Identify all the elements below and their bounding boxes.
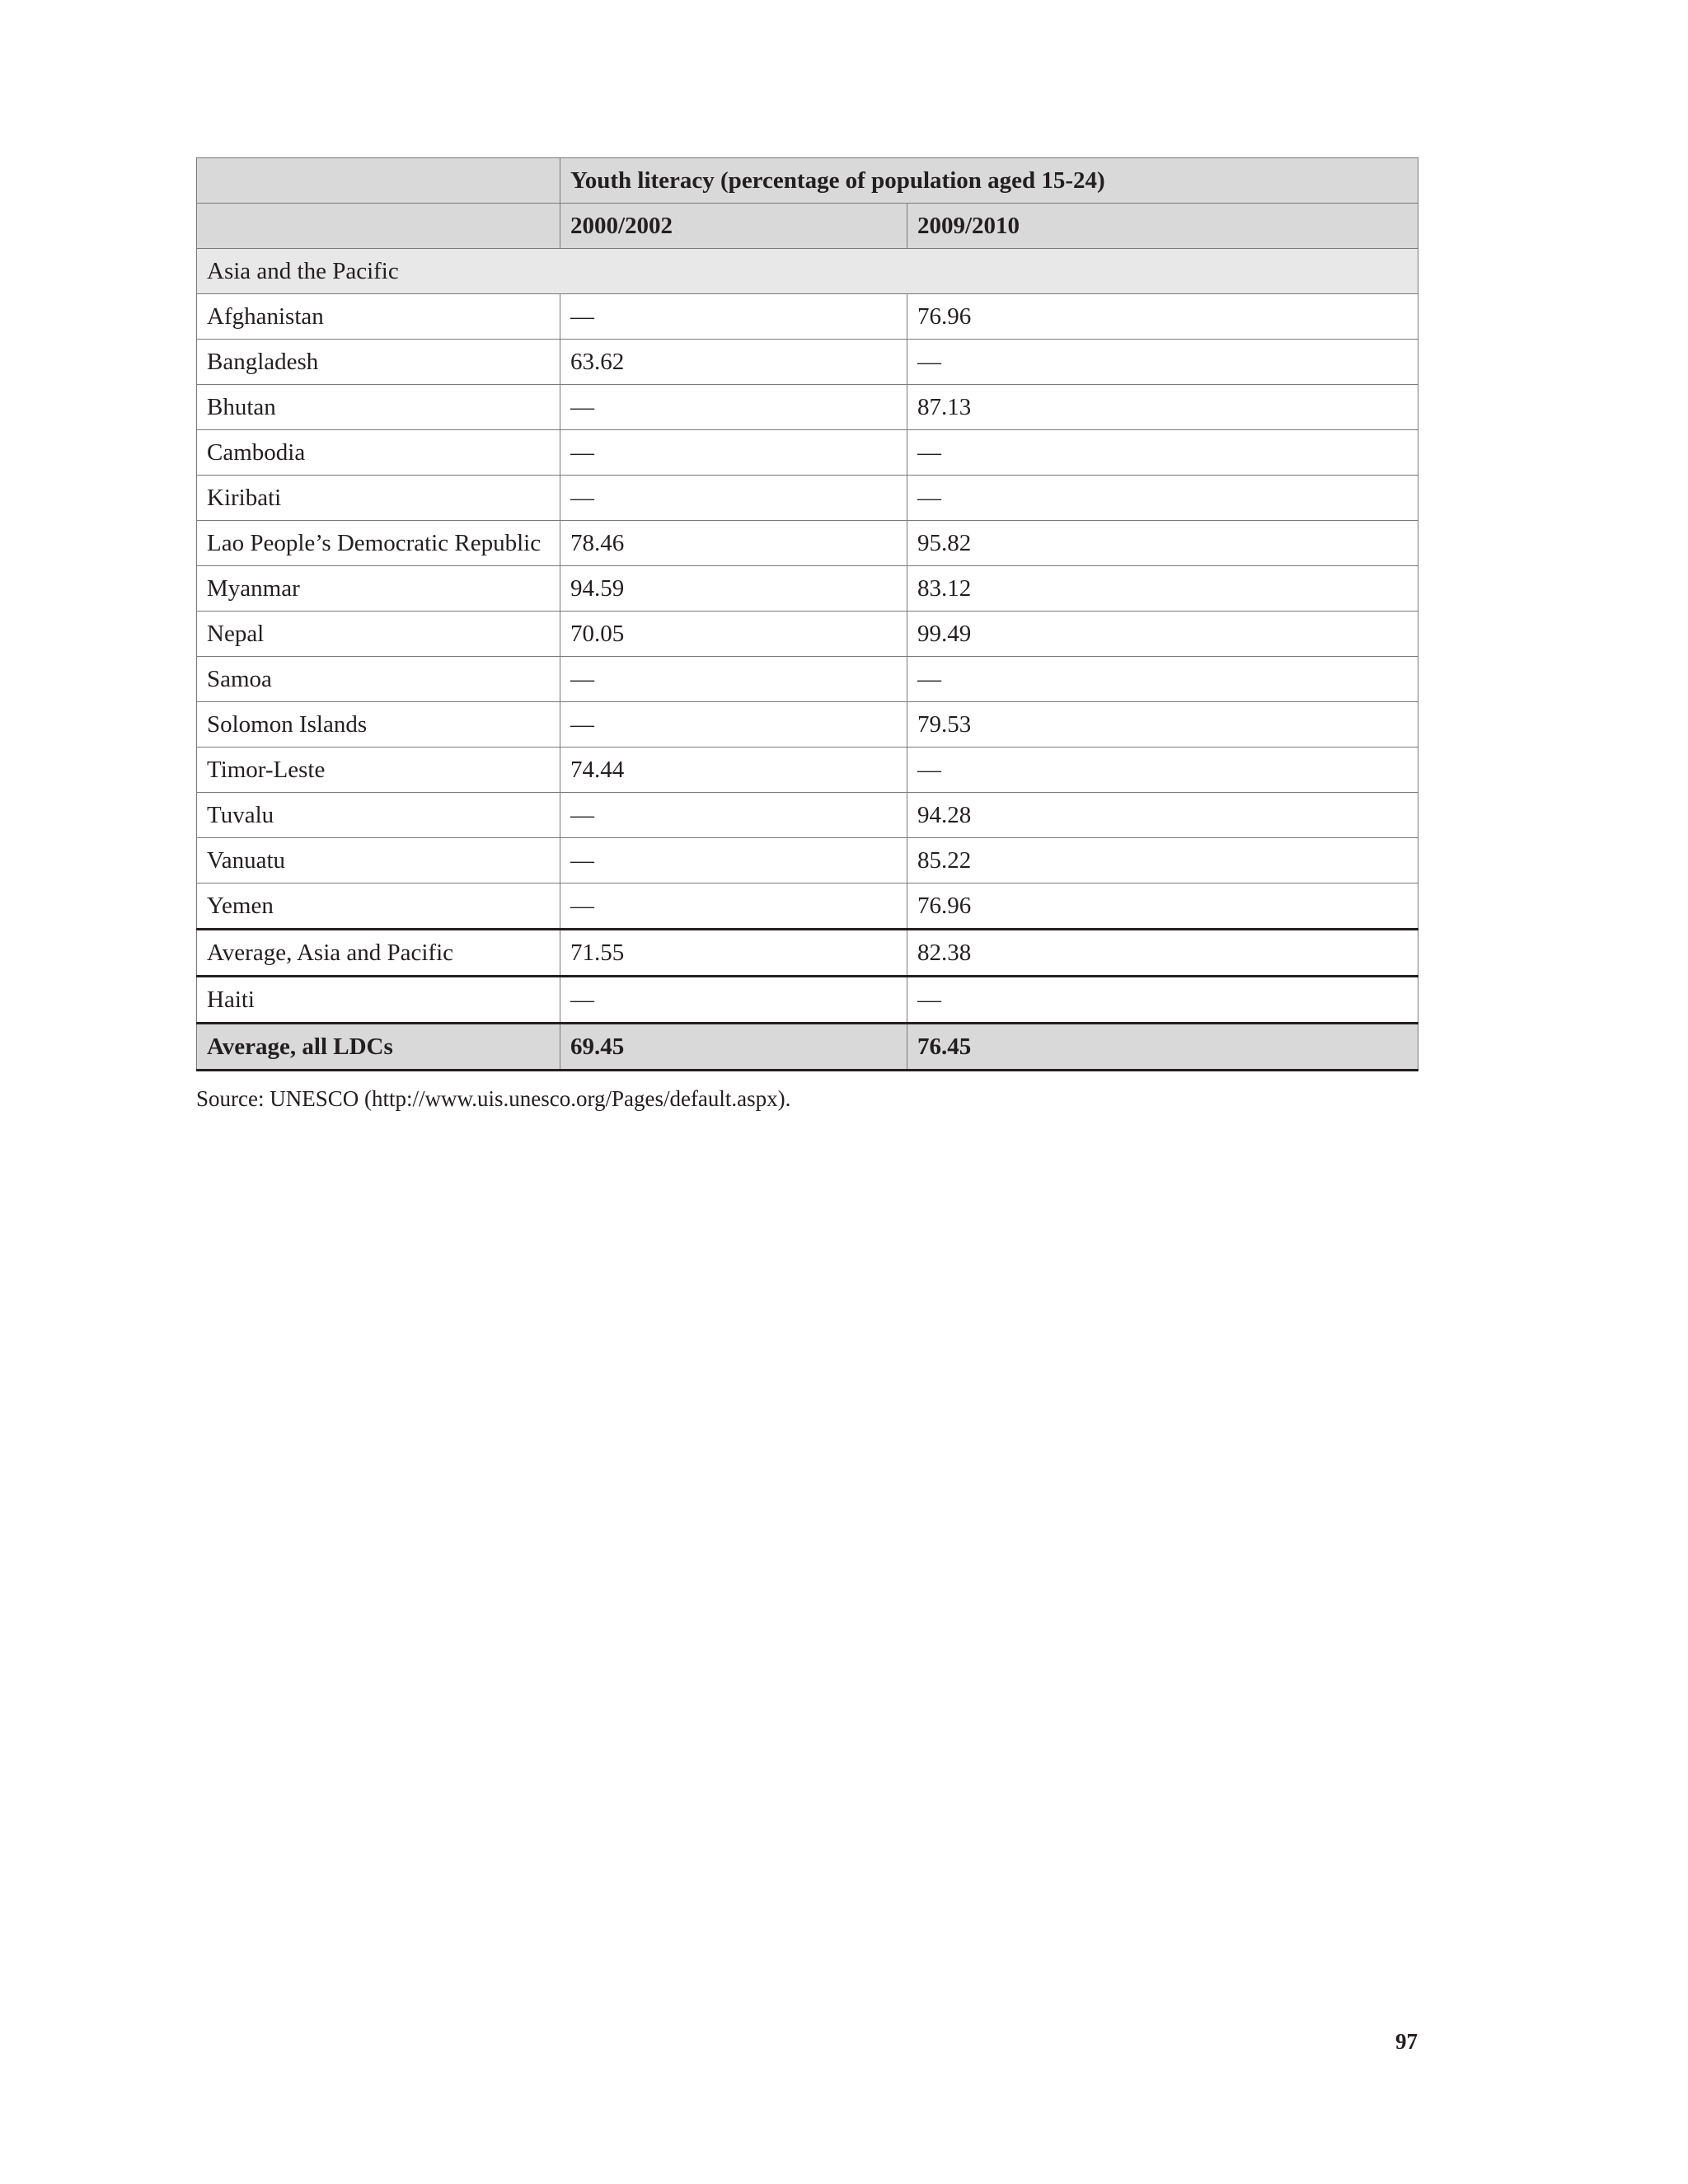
country-cell: Samoa <box>197 657 560 702</box>
country-cell: Lao People’s Democratic Republic <box>197 521 560 566</box>
country-cell: Nepal <box>197 612 560 657</box>
table-row <box>197 793 1418 838</box>
header-empty-cell <box>197 158 560 204</box>
value-2009-2010-cell: — <box>907 476 1418 521</box>
total-average-row <box>197 1024 1418 1071</box>
value-2009-2010-cell: — <box>907 340 1418 385</box>
value-2000-2002-cell: — <box>560 793 907 838</box>
value-2000-2002-cell: 78.46 <box>560 521 907 566</box>
value-2000-2002-cell: 71.55 <box>560 930 907 977</box>
value-2000-2002-cell: — <box>560 476 907 521</box>
value-2000-2002-cell: 94.59 <box>560 566 907 612</box>
source-note: Source: UNESCO (http://www.uis.unesco.org/Pages/default.aspx). <box>196 1086 791 1111</box>
literacy-table-container <box>196 157 1418 1071</box>
country-cell: Bangladesh <box>197 340 560 385</box>
value-2009-2010-cell: 94.28 <box>907 793 1418 838</box>
value-2009-2010-cell: — <box>907 430 1418 476</box>
country-cell: Tuvalu <box>197 793 560 838</box>
table-row <box>197 385 1418 430</box>
value-2000-2002-cell: — <box>560 430 907 476</box>
table-row <box>197 340 1418 385</box>
value-2000-2002-cell: — <box>560 294 907 340</box>
country-cell: Afghanistan <box>197 294 560 340</box>
value-2009-2010-cell: 76.96 <box>907 883 1418 930</box>
table-row <box>197 430 1418 476</box>
table-header <box>197 158 1418 249</box>
value-2000-2002-cell: 63.62 <box>560 340 907 385</box>
country-cell: Cambodia <box>197 430 560 476</box>
value-2000-2002-cell: — <box>560 838 907 883</box>
country-cell: Average, Asia and Pacific <box>197 930 560 977</box>
table-row <box>197 521 1418 566</box>
table-row <box>197 566 1418 612</box>
country-cell: Solomon Islands <box>197 702 560 748</box>
country-cell: Myanmar <box>197 566 560 612</box>
table-row <box>197 702 1418 748</box>
header-year-1: 2000/2002 <box>560 204 907 249</box>
table-row <box>197 883 1418 930</box>
value-2000-2002-cell: — <box>560 883 907 930</box>
country-cell: Vanuatu <box>197 838 560 883</box>
country-cell: Kiribati <box>197 476 560 521</box>
youth-literacy-table <box>196 157 1418 1071</box>
value-2009-2010-cell: 87.13 <box>907 385 1418 430</box>
value-2000-2002-cell: 69.45 <box>560 1024 907 1071</box>
table-row-haiti <box>197 977 1418 1024</box>
value-2009-2010-cell: 76.96 <box>907 294 1418 340</box>
header-empty-cell <box>197 204 560 249</box>
table-row <box>197 657 1418 702</box>
value-2009-2010-cell: 85.22 <box>907 838 1418 883</box>
page-number: 97 <box>1395 2029 1418 2054</box>
country-cell: Haiti <box>197 977 560 1024</box>
value-2009-2010-cell: 76.45 <box>907 1024 1418 1071</box>
header-year-2: 2009/2010 <box>907 204 1418 249</box>
section-label: Asia and the Pacific <box>197 249 1418 294</box>
value-2000-2002-cell: — <box>560 977 907 1024</box>
value-2009-2010-cell: 95.82 <box>907 521 1418 566</box>
value-2000-2002-cell: — <box>560 657 907 702</box>
value-2009-2010-cell: — <box>907 977 1418 1024</box>
country-cell: Timor-Leste <box>197 748 560 793</box>
value-2009-2010-cell: — <box>907 748 1418 793</box>
table-row <box>197 476 1418 521</box>
table-body <box>197 249 1418 1071</box>
header-row-years <box>197 204 1418 249</box>
value-2000-2002-cell: 74.44 <box>560 748 907 793</box>
country-cell: Average, all LDCs <box>197 1024 560 1071</box>
value-2009-2010-cell: 79.53 <box>907 702 1418 748</box>
header-group-label: Youth literacy (percentage of population aged 15-24) <box>560 158 1418 204</box>
regional-average-row <box>197 930 1418 977</box>
country-cell: Yemen <box>197 883 560 930</box>
table-row <box>197 748 1418 793</box>
section-row <box>197 249 1418 294</box>
value-2000-2002-cell: — <box>560 702 907 748</box>
value-2000-2002-cell: 70.05 <box>560 612 907 657</box>
value-2009-2010-cell: 83.12 <box>907 566 1418 612</box>
value-2009-2010-cell: 82.38 <box>907 930 1418 977</box>
header-row-group <box>197 158 1418 204</box>
table-row <box>197 838 1418 883</box>
country-cell: Bhutan <box>197 385 560 430</box>
table-row <box>197 294 1418 340</box>
table-row <box>197 612 1418 657</box>
value-2009-2010-cell: — <box>907 657 1418 702</box>
value-2009-2010-cell: 99.49 <box>907 612 1418 657</box>
value-2000-2002-cell: — <box>560 385 907 430</box>
